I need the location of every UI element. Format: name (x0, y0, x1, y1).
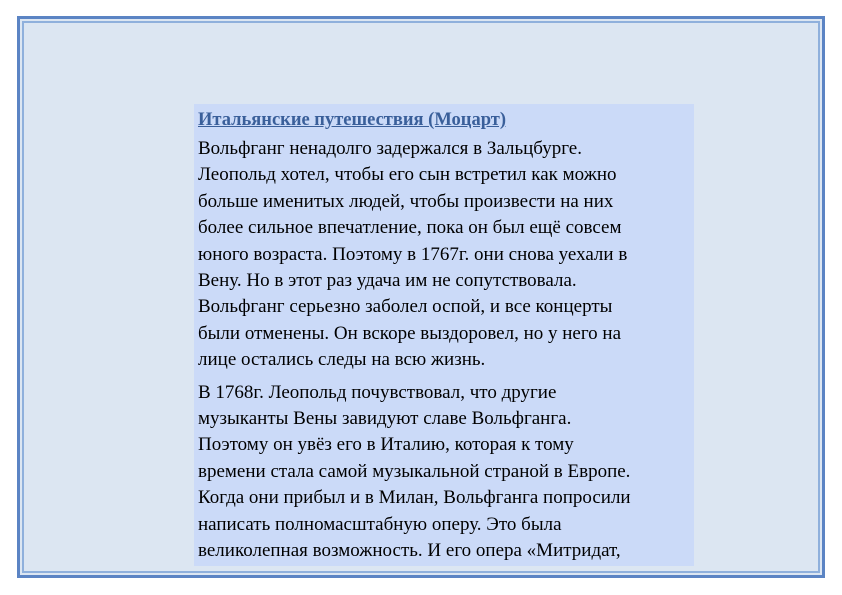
text-box[interactable] (194, 104, 694, 566)
text-line: написать полномасштабную оперу. Это была (198, 513, 562, 535)
text-line: времени стала самой музыкальной страной в Европе. (198, 460, 631, 482)
text-line: музыканты Вены завидуют славе Вольфганга. (198, 408, 572, 430)
text-line: юного возраста. Поэтому в 1767г. они снова уехали в (198, 243, 628, 265)
text-line: были отменены. Он вскоре выздоровел, но у него на (198, 322, 622, 344)
paragraph-2 (198, 380, 690, 565)
text-line: Поэтому он увёз его в Италию, которая к тому (198, 434, 574, 456)
text-line: великолепная возможность. И его опера «Митридат, (198, 540, 621, 562)
text-line: больше именитых людей, чтобы произвести на них (198, 190, 614, 212)
text-line: более сильное впечатление, пока он был ещё совсем (198, 217, 622, 239)
text-line: Вольфганг ненадолго задержался в Зальцбурге. (198, 138, 582, 159)
text-line: Когда они прибыл и в Милан, Вольфганга попросили (198, 487, 631, 509)
paragraph-1 (198, 136, 690, 374)
text-line: Леопольд хотел, чтобы его сын встретил как можно (198, 164, 617, 186)
text-line: В 1768г. Леопольд почувствовал, что другие (198, 381, 557, 403)
document-title: Итальянские путешествия (Моцарт) (198, 110, 506, 130)
text-line: Вену. Но в этот раз удача им не сопутствовала. (198, 270, 577, 292)
text-line: Вольфганг серьезно заболел оспой, и все концерты (198, 296, 613, 318)
text-line: лице остались следы на всю жизнь. (198, 349, 486, 371)
slide-frame (17, 16, 825, 578)
